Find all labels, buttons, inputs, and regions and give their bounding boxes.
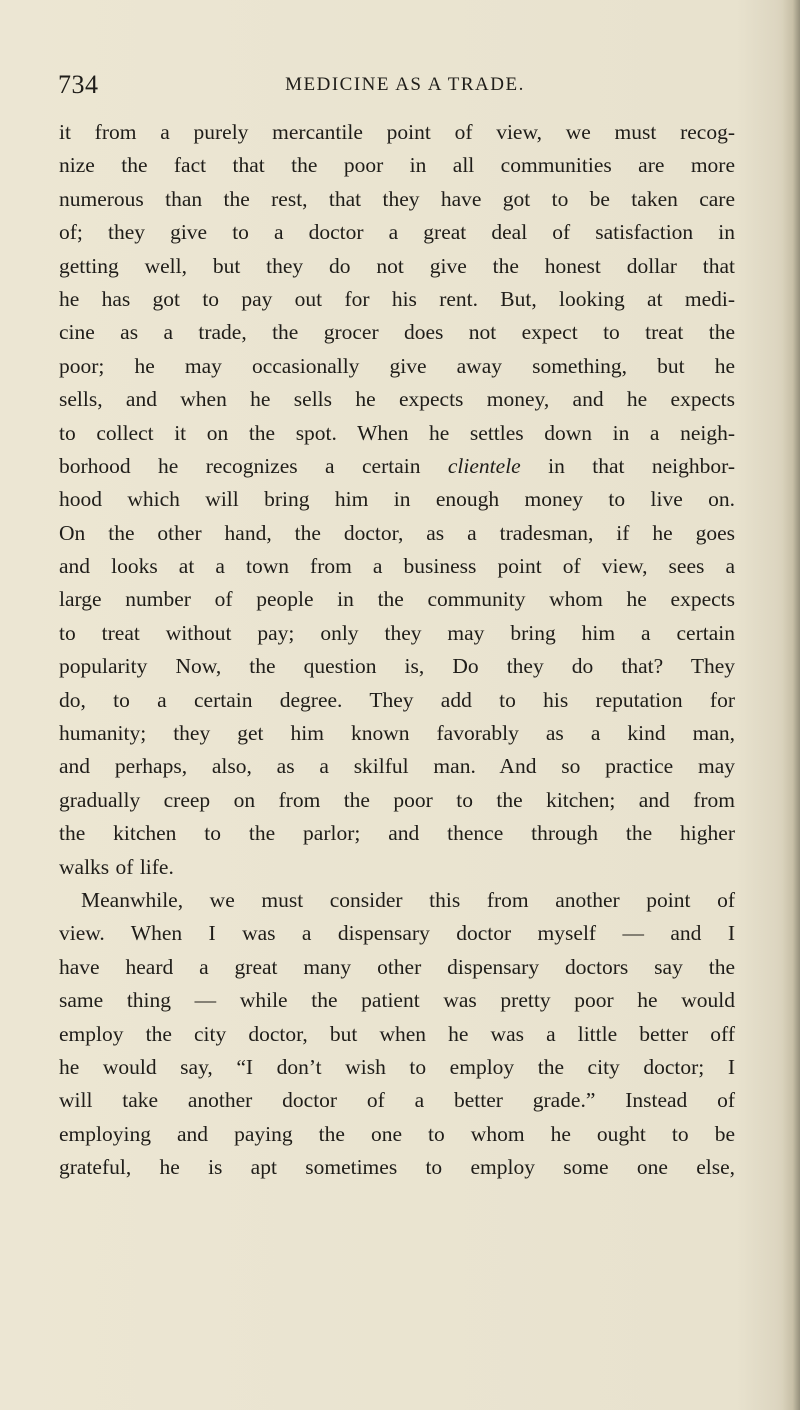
page-number: 734 <box>58 70 99 99</box>
text-line: and looks at a town from a business point of view, sees a <box>59 554 735 579</box>
text-line-with-italic <box>59 450 735 483</box>
italic-word: clientele <box>447 453 521 478</box>
text-line: will take another doctor of a better grade.” Instead of <box>59 1088 735 1113</box>
text-line: numerous than the rest, that they have got to be taken care <box>59 186 735 211</box>
text-line: of; they give to a doctor a great deal of satisfaction in <box>59 220 735 245</box>
text-line: sells, and when he sells he expects money, and he expects <box>59 387 735 412</box>
text-line: to treat without pay; only they may bring him a certain <box>59 620 735 645</box>
text-line: view. When I was a dispensary doctor myself — and I <box>59 921 735 946</box>
text-line: he would say, “I don’t wish to employ the city doctor; I <box>59 1054 735 1079</box>
text-line: gradually creep on from the poor to the kitchen; and from <box>59 787 735 812</box>
page-edge-shadow <box>782 0 800 1410</box>
text-segment: borhood he recognizes a certain <box>59 453 421 478</box>
text-line: humanity; they get him known favorably as a kind man, <box>59 721 735 746</box>
text-line: it from a purely mercantile point of view, we must recog- <box>59 120 735 144</box>
page-header <box>58 70 734 106</box>
text-line: have heard a great many other dispensary doctors say the <box>59 954 735 979</box>
text-line: large number of people in the community whom he expects <box>59 587 735 612</box>
text-line: same thing — while the patient was pretty poor he would <box>59 988 735 1013</box>
text-line: to collect it on the spot. When he settles down in a neigh- <box>59 420 735 445</box>
text-line: do, to a certain degree. They add to his reputation for <box>59 687 735 712</box>
text-line: popularity Now, the question is, Do they do that? They <box>59 654 735 679</box>
text-line: employ the city doctor, but when he was a little better off <box>59 1021 735 1046</box>
text-line: grateful, he is apt sometimes to employ some one else, <box>59 1155 735 1180</box>
text-line: hood which will bring him in enough money to live on. <box>59 487 735 512</box>
text-line: nize the fact that the poor in all communities are more <box>59 153 735 178</box>
text-segment: in that neighbor- <box>548 453 736 478</box>
running-head: MEDICINE AS A TRADE. <box>285 74 525 95</box>
paragraph-start-line: Meanwhile, we must consider this from another point of <box>81 887 735 912</box>
body-text <box>59 116 735 1185</box>
text-line: cine as a trade, the grocer does not expect to treat the <box>59 320 735 345</box>
text-line: employing and paying the one to whom he ought to be <box>59 1121 735 1146</box>
text-line: he has got to pay out for his rent. But, looking at medi- <box>59 286 735 311</box>
text-line: the kitchen to the parlor; and thence through the higher <box>59 821 735 846</box>
text-line: getting well, but they do not give the honest dollar that <box>59 253 735 278</box>
text-line: On the other hand, the doctor, as a tradesman, if he goes <box>59 520 735 545</box>
text-line: poor; he may occasionally give away something, but he <box>59 353 735 378</box>
paragraph-end-line: walks of life. <box>59 854 174 879</box>
text-line: and perhaps, also, as a skilful man. And so practice may <box>59 754 735 779</box>
